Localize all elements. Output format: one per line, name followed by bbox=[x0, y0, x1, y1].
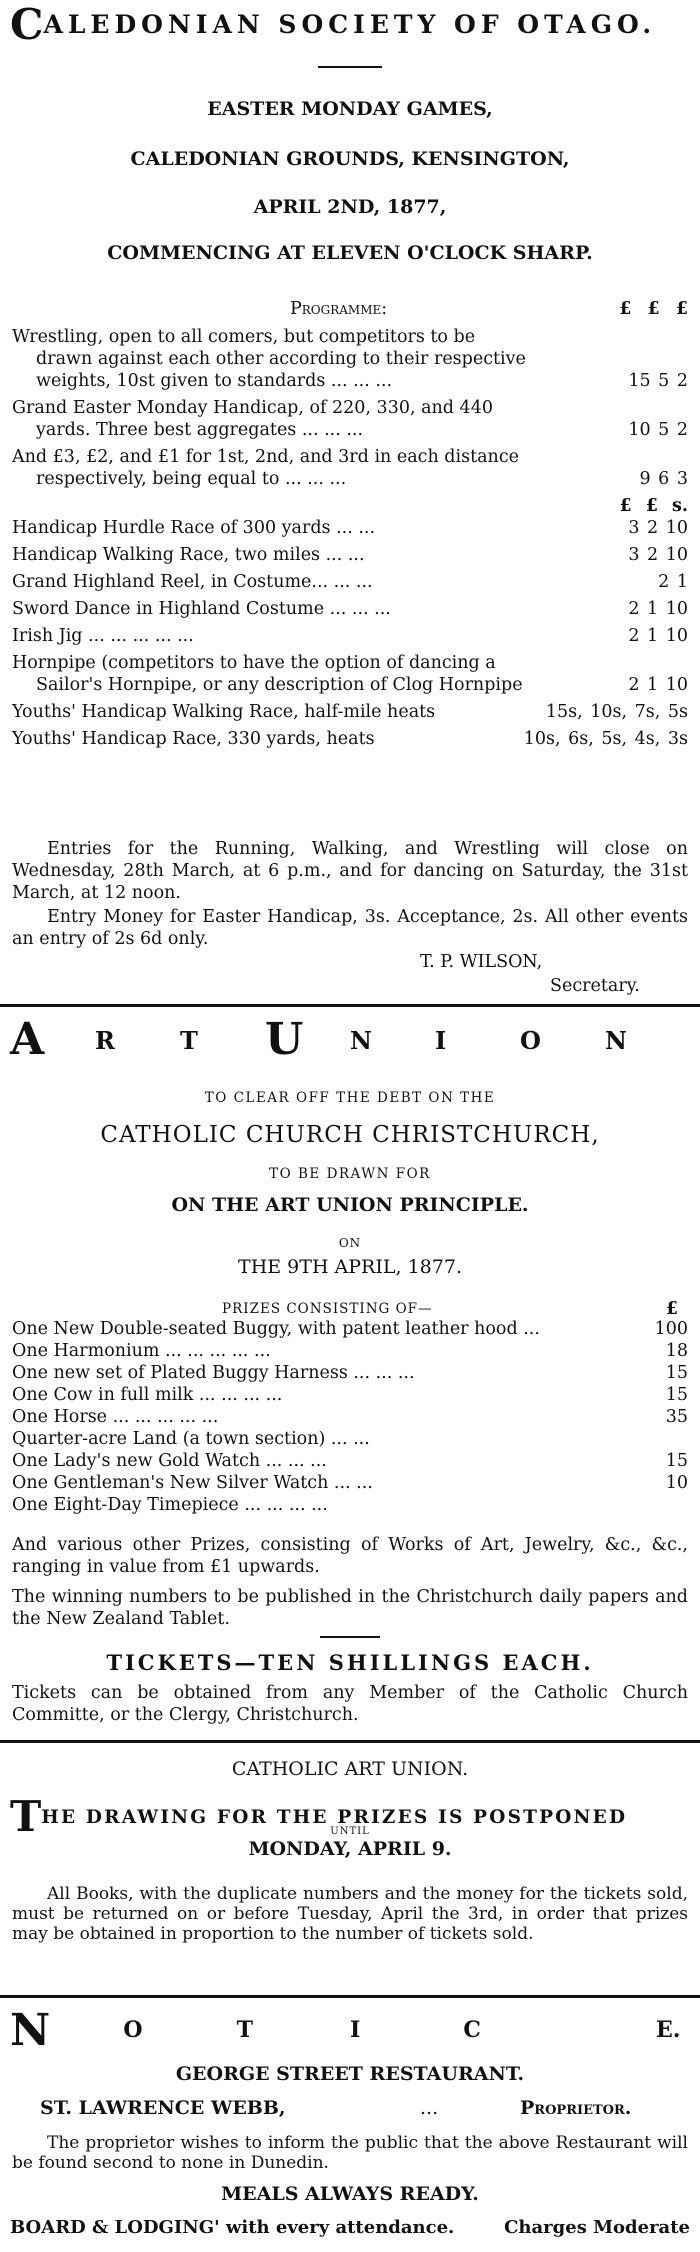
programme-item-text: respectively, being equal to ... ... ... bbox=[36, 469, 347, 489]
time-heading: COMMENCING AT ELEVEN O'CLOCK SHARP. bbox=[107, 242, 593, 264]
caledonian-advertisement bbox=[0, 0, 700, 996]
restaurant-name: GEORGE STREET RESTAURANT. bbox=[175, 2063, 525, 2085]
prize-name: One Gentleman's New Silver Watch ... ... bbox=[12, 1473, 373, 1493]
art-union-line1: TO CLEAR OFF THE DEBT ON THE bbox=[204, 1090, 496, 1106]
art-union-church: CATHOLIC CHURCH CHRISTCHURCH, bbox=[100, 1122, 600, 1148]
drop-initial: T bbox=[10, 1792, 42, 1841]
grounds-heading: CALEDONIAN GROUNDS, KENSINGTON, bbox=[130, 148, 570, 170]
title-letter: I bbox=[350, 2017, 361, 2043]
meals-heading: MEALS ALWAYS READY. bbox=[221, 2183, 479, 2205]
programme-item-text: Youths' Handicap Race, 330 yards, heats bbox=[12, 729, 375, 749]
prize-name: One Eight-Day Timepiece ... ... ... ... bbox=[12, 1495, 328, 1515]
programme-item-values: 2 1 bbox=[658, 572, 688, 592]
tickets-heading: TICKETS—TEN SHILLINGS EACH. bbox=[106, 1650, 594, 1675]
art-union-date: THE 9TH APRIL, 1877. bbox=[238, 1256, 462, 1278]
prize-value: 100 bbox=[654, 1319, 688, 1339]
title-letter: C bbox=[463, 2017, 481, 2043]
date-heading: APRIL 2ND, 1877, bbox=[253, 196, 447, 218]
programme-item-text: Wrestling, open to all comers, but competitors to be bbox=[12, 327, 476, 347]
prize-name: One New Double-seated Buggy, with patent leather hood ... bbox=[12, 1319, 540, 1339]
programme-item-text: Hornpipe (competitors to have the option of dancing a bbox=[12, 653, 496, 673]
proprietor-label: Proprietor. bbox=[520, 2097, 632, 2119]
programme-item-values: 15s, 10s, 7s, 5s bbox=[545, 702, 688, 722]
prizes-label: PRIZES CONSISTING OF— bbox=[222, 1301, 433, 1317]
prize-name: One Lady's new Gold Watch ... ... ... bbox=[12, 1451, 327, 1471]
title-letter: T bbox=[180, 1026, 198, 1055]
drop-initial: C bbox=[10, 0, 44, 49]
prize-name: One Horse ... ... ... ... ... bbox=[12, 1407, 219, 1427]
until-label: UNTIL bbox=[330, 1826, 370, 1837]
short-divider bbox=[318, 66, 382, 68]
programme-item-text: drawn against each other according to their respective bbox=[36, 349, 526, 369]
prize-value: 15 bbox=[665, 1451, 688, 1471]
title-letter: T bbox=[236, 2017, 254, 2043]
catholic-heading: CATHOLIC ART UNION. bbox=[231, 1758, 469, 1780]
programme-item-values: 2 1 10 bbox=[628, 626, 688, 646]
other-prizes-text: And various other Prizes, consisting of Works of Art, Jewelry, &c., &c., ranging in value from £1 upwards. bbox=[12, 1535, 688, 1577]
prize-value: 15 bbox=[665, 1363, 688, 1383]
title-letter: O bbox=[123, 2017, 143, 2043]
proprietor-dots: ... bbox=[420, 2097, 439, 2119]
programme-item-values: 2 1 10 bbox=[628, 599, 688, 619]
programme-item-values: 9 6 3 bbox=[639, 469, 688, 489]
prize-value: 10 bbox=[665, 1473, 688, 1493]
board-text: BOARD & LODGING' with every attendance. bbox=[10, 2217, 455, 2238]
winning-numbers-text: The winning numbers to be published in the Christchurch daily papers and the New Zealand Tablet. bbox=[12, 1587, 688, 1629]
title-letter: O bbox=[520, 1026, 541, 1055]
title-letter: U bbox=[265, 1014, 304, 1065]
programme-item-text: yards. Three best aggregates ... ... ... bbox=[36, 420, 364, 440]
art-union-title bbox=[10, 1014, 690, 1074]
board-line bbox=[10, 2217, 690, 2241]
programme-item-values: 3 2 10 bbox=[628, 518, 688, 538]
postponed-date: MONDAY, APRIL 9. bbox=[248, 1838, 452, 1860]
programme-item-text: Handicap Walking Race, two miles ... ... bbox=[12, 545, 365, 565]
programme-item-text: Grand Easter Monday Handicap, of 220, 330, and 440 bbox=[12, 398, 493, 418]
title-letter: N bbox=[350, 1026, 372, 1055]
programme-item-text: Grand Highland Reel, in Costume... ... ... bbox=[12, 572, 373, 592]
art-union-on: ON bbox=[338, 1236, 362, 1250]
programme-item-text: Youths' Handicap Walking Race, half-mile heats bbox=[12, 702, 436, 722]
title-text: ALEDONIAN SOCIETY OF OTAGO. bbox=[43, 10, 657, 39]
title-letter: N bbox=[10, 2005, 51, 2056]
title-letter: N bbox=[605, 1026, 627, 1055]
entries-text: Entries for the Running, Walking, and Wrestling will close on Wednesday, 28th March, at 6 p.m., and for dancing on Saturday, the 31st March, at 12 noon. bbox=[12, 839, 688, 903]
title-letter: A bbox=[10, 1014, 45, 1065]
programme-item-text: Sword Dance in Highland Costume ... ... ... bbox=[12, 599, 391, 619]
books-text: All Books, with the duplicate numbers and the money for the tickets sold, must be returned on or before Tuesday, April the 3rd, in order that prizes may be obtained in proportion to the number of tickets sold. bbox=[12, 1884, 688, 1944]
programme-item-text: Handicap Hurdle Race of 300 yards ... ... bbox=[12, 518, 376, 538]
games-heading: EASTER MONDAY GAMES, bbox=[207, 98, 493, 120]
programme-item-text: And £3, £2, and £1 for 1st, 2nd, and 3rd in each distance bbox=[12, 447, 519, 467]
art-union-principle: ON THE ART UNION PRINCIPLE. bbox=[171, 1194, 529, 1216]
title-letter: E. bbox=[656, 2017, 681, 2043]
signature-title: Secretary. bbox=[550, 976, 640, 996]
programme-item-text: Sailor's Hornpipe, or any description of Clog Hornpipe bbox=[36, 675, 523, 695]
title-letter: R bbox=[95, 1026, 115, 1055]
prize-name: Quarter-acre Land (a town section) ... ... bbox=[12, 1429, 370, 1449]
prize-value: 18 bbox=[665, 1341, 688, 1361]
prize-value: 15 bbox=[665, 1385, 688, 1405]
restaurant-notice bbox=[0, 1997, 700, 2252]
programme-item-text: weights, 10st given to standards ... ... ... bbox=[36, 371, 393, 391]
art-union-advertisement bbox=[0, 1006, 700, 1766]
proprietor-line bbox=[40, 2097, 690, 2121]
programme-item-values: 15 5 2 bbox=[628, 371, 688, 391]
tickets-text: Tickets can be obtained from any Member of the Catholic Church Committe, or the Clergy, Christchurch. bbox=[12, 1683, 688, 1725]
programme-label: Programme: bbox=[290, 299, 388, 319]
currency-header: £ £ £ bbox=[619, 299, 688, 319]
title-letter: I bbox=[435, 1026, 447, 1055]
prize-value: 35 bbox=[665, 1407, 688, 1427]
programme-item-values: 10 5 2 bbox=[628, 420, 688, 440]
entry-money-text: Entry Money for Easter Handicap, 3s. Acceptance, 2s. All other events an entry of 2s 6d only. bbox=[12, 907, 688, 949]
prize-name: One new set of Plated Buggy Harness ... ... ... bbox=[12, 1363, 415, 1383]
notice-title bbox=[10, 2005, 690, 2059]
proprietor-name: ST. LAWRENCE WEBB, bbox=[40, 2097, 286, 2119]
short-divider bbox=[320, 1636, 380, 1638]
prizes-currency: £ bbox=[665, 1299, 678, 1319]
caledonian-title bbox=[10, 0, 656, 49]
currency-subheader-text: £ £ s. bbox=[619, 496, 688, 516]
programme-item-text: Irish Jig ... ... ... ... ... bbox=[12, 626, 194, 646]
art-union-line3: TO BE DRAWN FOR bbox=[269, 1166, 431, 1182]
charges-text: Charges Moderate bbox=[504, 2217, 690, 2238]
catholic-art-union-notice bbox=[0, 1742, 700, 1992]
prize-name: One Cow in full milk ... ... ... ... bbox=[12, 1385, 283, 1405]
programme-item-values: 2 1 10 bbox=[628, 675, 688, 695]
signature-name: T. P. WILSON, bbox=[420, 952, 543, 972]
prize-name: One Harmonium ... ... ... ... ... bbox=[12, 1341, 271, 1361]
programme-item-values: 3 2 10 bbox=[628, 545, 688, 565]
programme-item-values: 10s, 6s, 5s, 4s, 3s bbox=[523, 729, 688, 749]
postponed-text: HE DRAWING FOR THE PRIZES IS POSTPONED bbox=[41, 1807, 628, 1828]
proprietor-text: The proprietor wishes to inform the public that the above Restaurant will be found second to none in Dunedin. bbox=[12, 2133, 688, 2173]
